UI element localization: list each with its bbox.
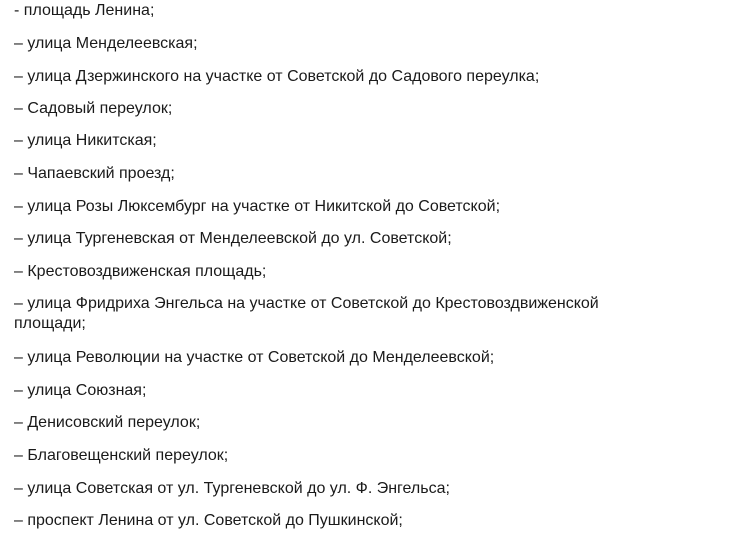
list-item: – улица Дзержинского на участке от Советской до Садового переулка; <box>14 68 540 85</box>
list-item: – Чапаевский проезд; <box>14 165 175 182</box>
list-item: – улица Менделеевская; <box>14 35 198 52</box>
list-item: – улица Фридриха Энгельса на участке от Советской до Крестовоздвиженской площади; <box>14 295 599 332</box>
list-item: – Денисовский переулок; <box>14 414 201 431</box>
list-item: – улица Никитская; <box>14 132 157 149</box>
list-item: – улица Советская от ул. Тургеневской до ул. Ф. Энгельса; <box>14 480 450 497</box>
list-item: – улица Розы Люксембург на участке от Никитской до Советской; <box>14 198 501 215</box>
list-item: – улица Революции на участке от Советской до Менделеевской; <box>14 349 495 366</box>
list-item: – Садовый переулок; <box>14 100 173 117</box>
list-item: – Благовещенский переулок; <box>14 447 229 464</box>
list-item: – проспект Ленина от ул. Советской до Пушкинской; <box>14 512 403 529</box>
list-item: - площадь Ленина; <box>14 2 155 19</box>
list-item: – Крестовоздвиженская площадь; <box>14 263 267 280</box>
list-item: – улица Тургеневская от Менделеевской до ул. Советской; <box>14 230 452 247</box>
list-item: – улица Союзная; <box>14 382 147 399</box>
